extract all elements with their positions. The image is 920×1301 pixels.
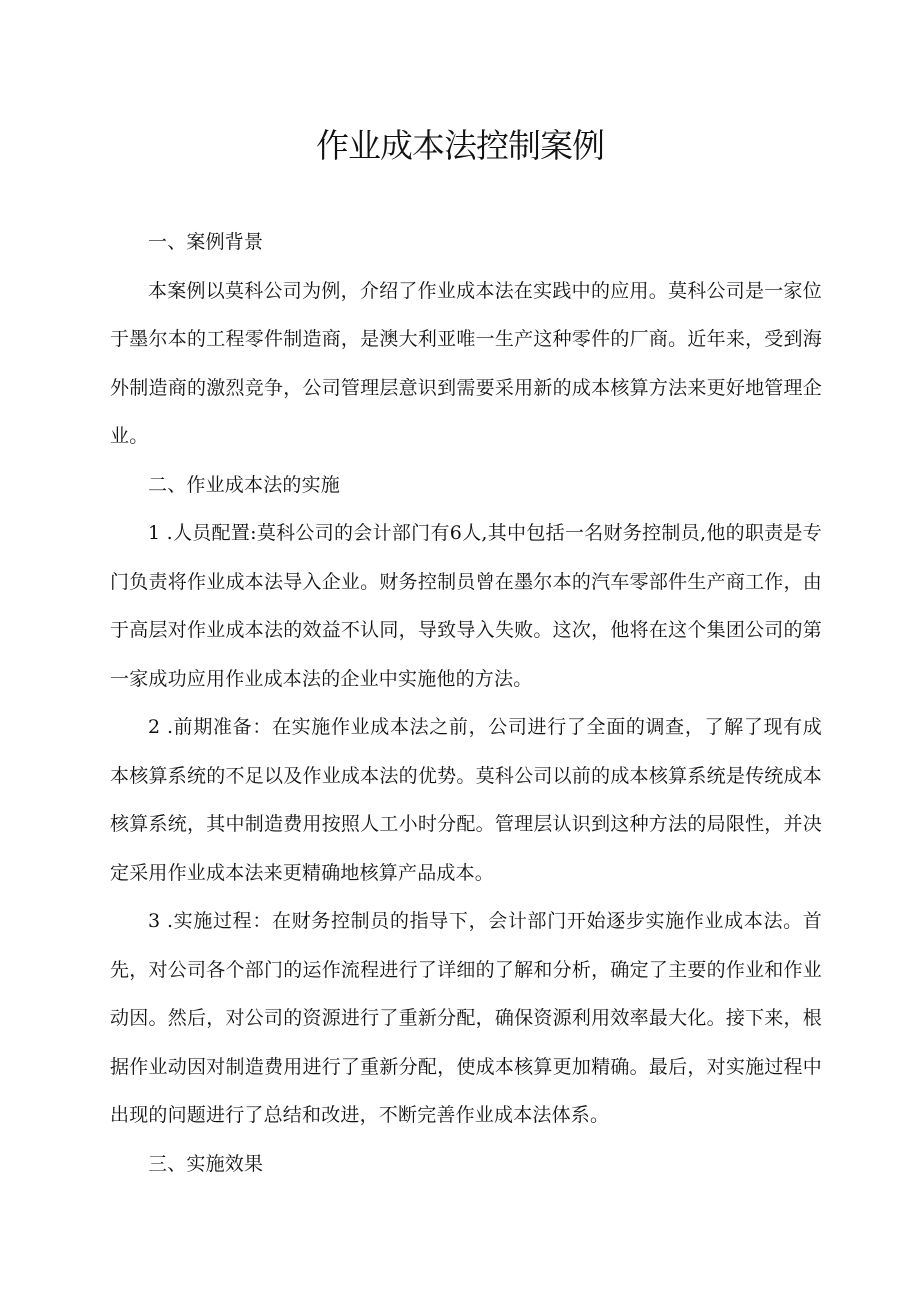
section-heading-implementation: 二、作业成本法的实施 (148, 473, 341, 496)
section-heading-results: 三、实施效果 (148, 1152, 264, 1175)
section-heading-background: 一、案例背景 (148, 231, 264, 253)
document-body (110, 218, 822, 1188)
paragraph-background: 本案例以莫科公司为例，介绍了作业成本法在实践中的应用。莫科公司是一家位于墨尔本的工程零件制造商，是澳大利亚唯一生产这种零件的厂商。近年来，受到海外制造商的激烈竞争，公司管理层意识到需要采用新的成本核算方法来更好地管理企业。 (110, 279, 822, 447)
paragraph-staffing: 1 .人员配置:莫科公司的会计部门有6人,其中包括一名财务控制员,他的职责是专门负责将作业成本法导入企业。财务控制员曾在墨尔本的汽车零部件生产商工作，由于高层对作业成本法的效益不认同，导致导入失败。这次，他将在这个集团公司的第一家成功应用作业成本法的企业中实施他的方法。 (110, 522, 822, 690)
paragraph-preparation: 2 .前期准备：在实施作业成本法之前，公司进行了全面的调查，了解了现有成本核算系统的不足以及作业成本法的优势。莫科公司以前的成本核算系统是传统成本核算系统，其中制造费用按照人工小时分配。管理层认识到这种方法的局限性，并决定采用作业成本法来更精确地核算产品成本。 (110, 716, 822, 884)
document-title: 作业成本法控制案例 (316, 126, 604, 165)
paragraph-process: 3 .实施过程：在财务控制员的指导下，会计部门开始逐步实施作业成本法。首先，对公司各个部门的运作流程进行了详细的了解和分析，确定了主要的作业和作业动因。然后，对公司的资源进行了重新分配，确保资源利用效率最大化。接下来，根据作业动因对制造费用进行了重新分配，使成本核算更加精确。最后，对实施过程中出现的问题进行了总结和改进，不断完善作业成本法体系。 (110, 910, 822, 1126)
